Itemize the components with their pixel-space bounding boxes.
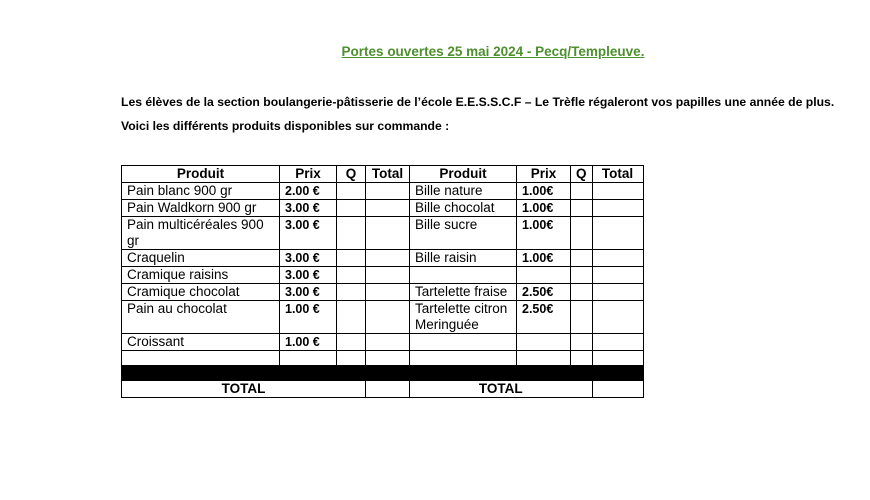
total-cell[interactable] [366,250,410,267]
quantity-cell[interactable] [337,183,366,200]
product-name [410,334,517,351]
table-row-empty [122,351,644,366]
product-price [517,334,571,351]
product-price: 3.00 € [280,267,337,284]
total-cell[interactable] [366,267,410,284]
product-price: 2.50€ [517,301,571,334]
product-name: Pain au chocolat [122,301,280,334]
quantity-cell[interactable] [337,217,366,250]
total-cell[interactable] [366,200,410,217]
table-row [122,284,644,301]
quantity-cell[interactable] [337,250,366,267]
quantity-cell[interactable] [571,183,593,200]
total-label: TOTAL [410,381,593,398]
product-price [517,267,571,284]
quantity-cell[interactable] [337,284,366,301]
product-price: 3.00 € [280,217,337,250]
separator-row [122,366,644,381]
product-price: 1.00 € [280,301,337,334]
column-header-total: Total [366,166,410,183]
column-header-total: Total [592,166,643,183]
table-row [122,301,644,334]
total-cell[interactable] [592,183,643,200]
total-cell[interactable] [592,301,643,334]
column-header-price: Prix [280,166,337,183]
column-header-price: Prix [517,166,571,183]
total-cell[interactable] [366,284,410,301]
column-header-product: Produit [122,166,280,183]
table-row [122,183,644,200]
quantity-cell[interactable] [571,334,593,351]
order-table [121,165,644,398]
column-header-quantity: Q [337,166,366,183]
quantity-cell[interactable] [571,301,593,334]
table-row [122,334,644,351]
grand-total-cell[interactable] [366,381,410,398]
total-cell[interactable] [366,183,410,200]
product-price: 1.00€ [517,217,571,250]
quantity-cell[interactable] [571,267,593,284]
product-name: Bille sucre [410,217,517,250]
product-name: Cramique raisins [122,267,280,284]
product-name: Bille raisin [410,250,517,267]
product-price: 3.00 € [280,250,337,267]
table-header-row [122,166,644,183]
total-cell[interactable] [592,267,643,284]
product-name: Croissant [122,334,280,351]
quantity-cell[interactable] [337,301,366,334]
intro-text: Les élèves de la section boulangerie-pâtisserie de l’école E.E.S.S.C.F – Le Trèfle régaleront vos papilles une année de plus. [121,95,835,109]
product-price: 2.00 € [280,183,337,200]
total-cell[interactable] [592,250,643,267]
product-price: 1.00€ [517,183,571,200]
quantity-cell[interactable] [337,200,366,217]
product-name: Tartelette citron Meringuée [410,301,517,334]
total-cell[interactable] [366,301,410,334]
table-row [122,217,644,250]
total-cell[interactable] [592,200,643,217]
product-name: Pain multicéréales 900 gr [122,217,280,250]
table-row [122,200,644,217]
total-row [122,381,644,398]
product-name: Pain Waldkorn 900 gr [122,200,280,217]
product-name: Cramique chocolat [122,284,280,301]
total-cell[interactable] [592,351,643,366]
quantity-cell[interactable] [571,250,593,267]
page-title: Portes ouvertes 25 mai 2024 - Pecq/Templeuve. [341,44,645,59]
quantity-cell[interactable] [337,351,366,366]
total-cell[interactable] [366,334,410,351]
column-header-product: Produit [410,166,517,183]
product-price: 1.00€ [517,200,571,217]
product-name: Tartelette fraise [410,284,517,301]
product-name: Pain blanc 900 gr [122,183,280,200]
quantity-cell[interactable] [337,334,366,351]
table-row [122,267,644,284]
total-label: TOTAL [122,381,366,398]
product-name [410,267,517,284]
product-price: 3.00 € [280,284,337,301]
product-name: Craquelin [122,250,280,267]
quantity-cell[interactable] [571,284,593,301]
grand-total-cell[interactable] [592,381,643,398]
total-cell[interactable] [366,217,410,250]
product-price: 3.00 € [280,200,337,217]
table-row [122,250,644,267]
quantity-cell[interactable] [337,267,366,284]
product-name: Bille chocolat [410,200,517,217]
quantity-cell[interactable] [571,200,593,217]
total-cell[interactable] [366,351,410,366]
product-price: 1.00€ [517,250,571,267]
intro-subtext: Voici les différents produits disponibles sur commande : [121,119,450,133]
column-header-quantity: Q [571,166,593,183]
product-price: 2.50€ [517,284,571,301]
product-price: 1.00 € [280,334,337,351]
total-cell[interactable] [592,334,643,351]
total-cell[interactable] [592,217,643,250]
quantity-cell[interactable] [571,351,593,366]
total-cell[interactable] [592,284,643,301]
product-name: Bille nature [410,183,517,200]
quantity-cell[interactable] [571,217,593,250]
